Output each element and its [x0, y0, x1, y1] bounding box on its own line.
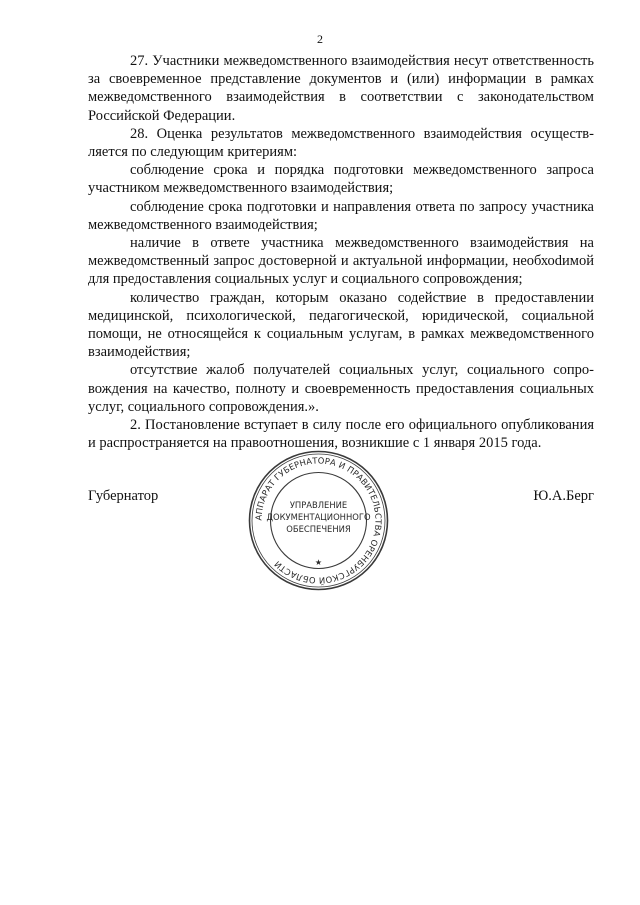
official-seal [246, 448, 391, 593]
criterion-response-deadline: соблюдение срока подготовки и направления ответа по запросу участника межведомственного взаимодействия; [88, 198, 594, 233]
svg-text:★: ★ [314, 558, 323, 567]
paragraph-28: 28. Оценка результатов межведомственного взаимодействия осуществляется по следующим критериям: [88, 125, 594, 161]
paragraph-27: 27. Участники межведомственного взаимодействия несут ответственность за своевременное представление документов и (или) информации в рамках межведомственного взаимодействия в соответствии с законодательством Российской Федерации. [88, 53, 594, 124]
page-number: 2 [317, 32, 323, 46]
svg-text:ДОКУМЕНТАЦИОННОГО: ДОКУМЕНТАЦИОННОГО [266, 512, 371, 522]
criterion-request-deadline: соблюдение срока и порядка подготовки межведомственного запроса участником межведомственного взаимодействия; [88, 162, 594, 197]
signature-block [88, 448, 594, 593]
signatory-title: Губернатор [88, 488, 159, 504]
signatory-name: Ю.А.Берг [533, 488, 594, 504]
svg-text:УПРАВЛЕНИЕ: УПРАВЛЕНИЕ [289, 500, 348, 510]
svg-text:АППАРАТ ГУБЕРНАТОРА И ПРАВИТЕЛ: АППАРАТ ГУБЕРНАТОРА И ПРАВИТЕЛЬСТВА ОРЕНБУРГСКОЙ ОБЛАСТИ [253, 455, 384, 586]
paragraph-effective-date: 2. Постановление вступает в силу после его официального опубликования и распространяется на правоотношения, возникшие с 1 января 2015 года. [88, 417, 594, 452]
criterion-reliable-information: наличие в ответе участника межведомственного взаимодействия на межведомственный запрос достоверной и актуальной информации, необхоdимой для предоставления социальных услуг и социального сопровождения; [88, 235, 594, 288]
criterion-no-complaints: отсутствие жалоб получателей социальных услуг, социального сопровождения на качество, полноту и своевременность предоставления социальных услуг, социального сопровождения.». [88, 362, 594, 415]
document-body [88, 52, 594, 452]
seal-stamp-image [246, 448, 391, 593]
criterion-citizens-assisted: количество граждан, которым оказано содействие в предоставлении медицинской, психологической, педагогической, юридической, социальной помощи, не относящейся к социальным услугам, в рамках межведомственного взаимодействия; [88, 289, 594, 361]
svg-text:ОБЕСПЕЧЕНИЯ: ОБЕСПЕЧЕНИЯ [286, 524, 351, 534]
